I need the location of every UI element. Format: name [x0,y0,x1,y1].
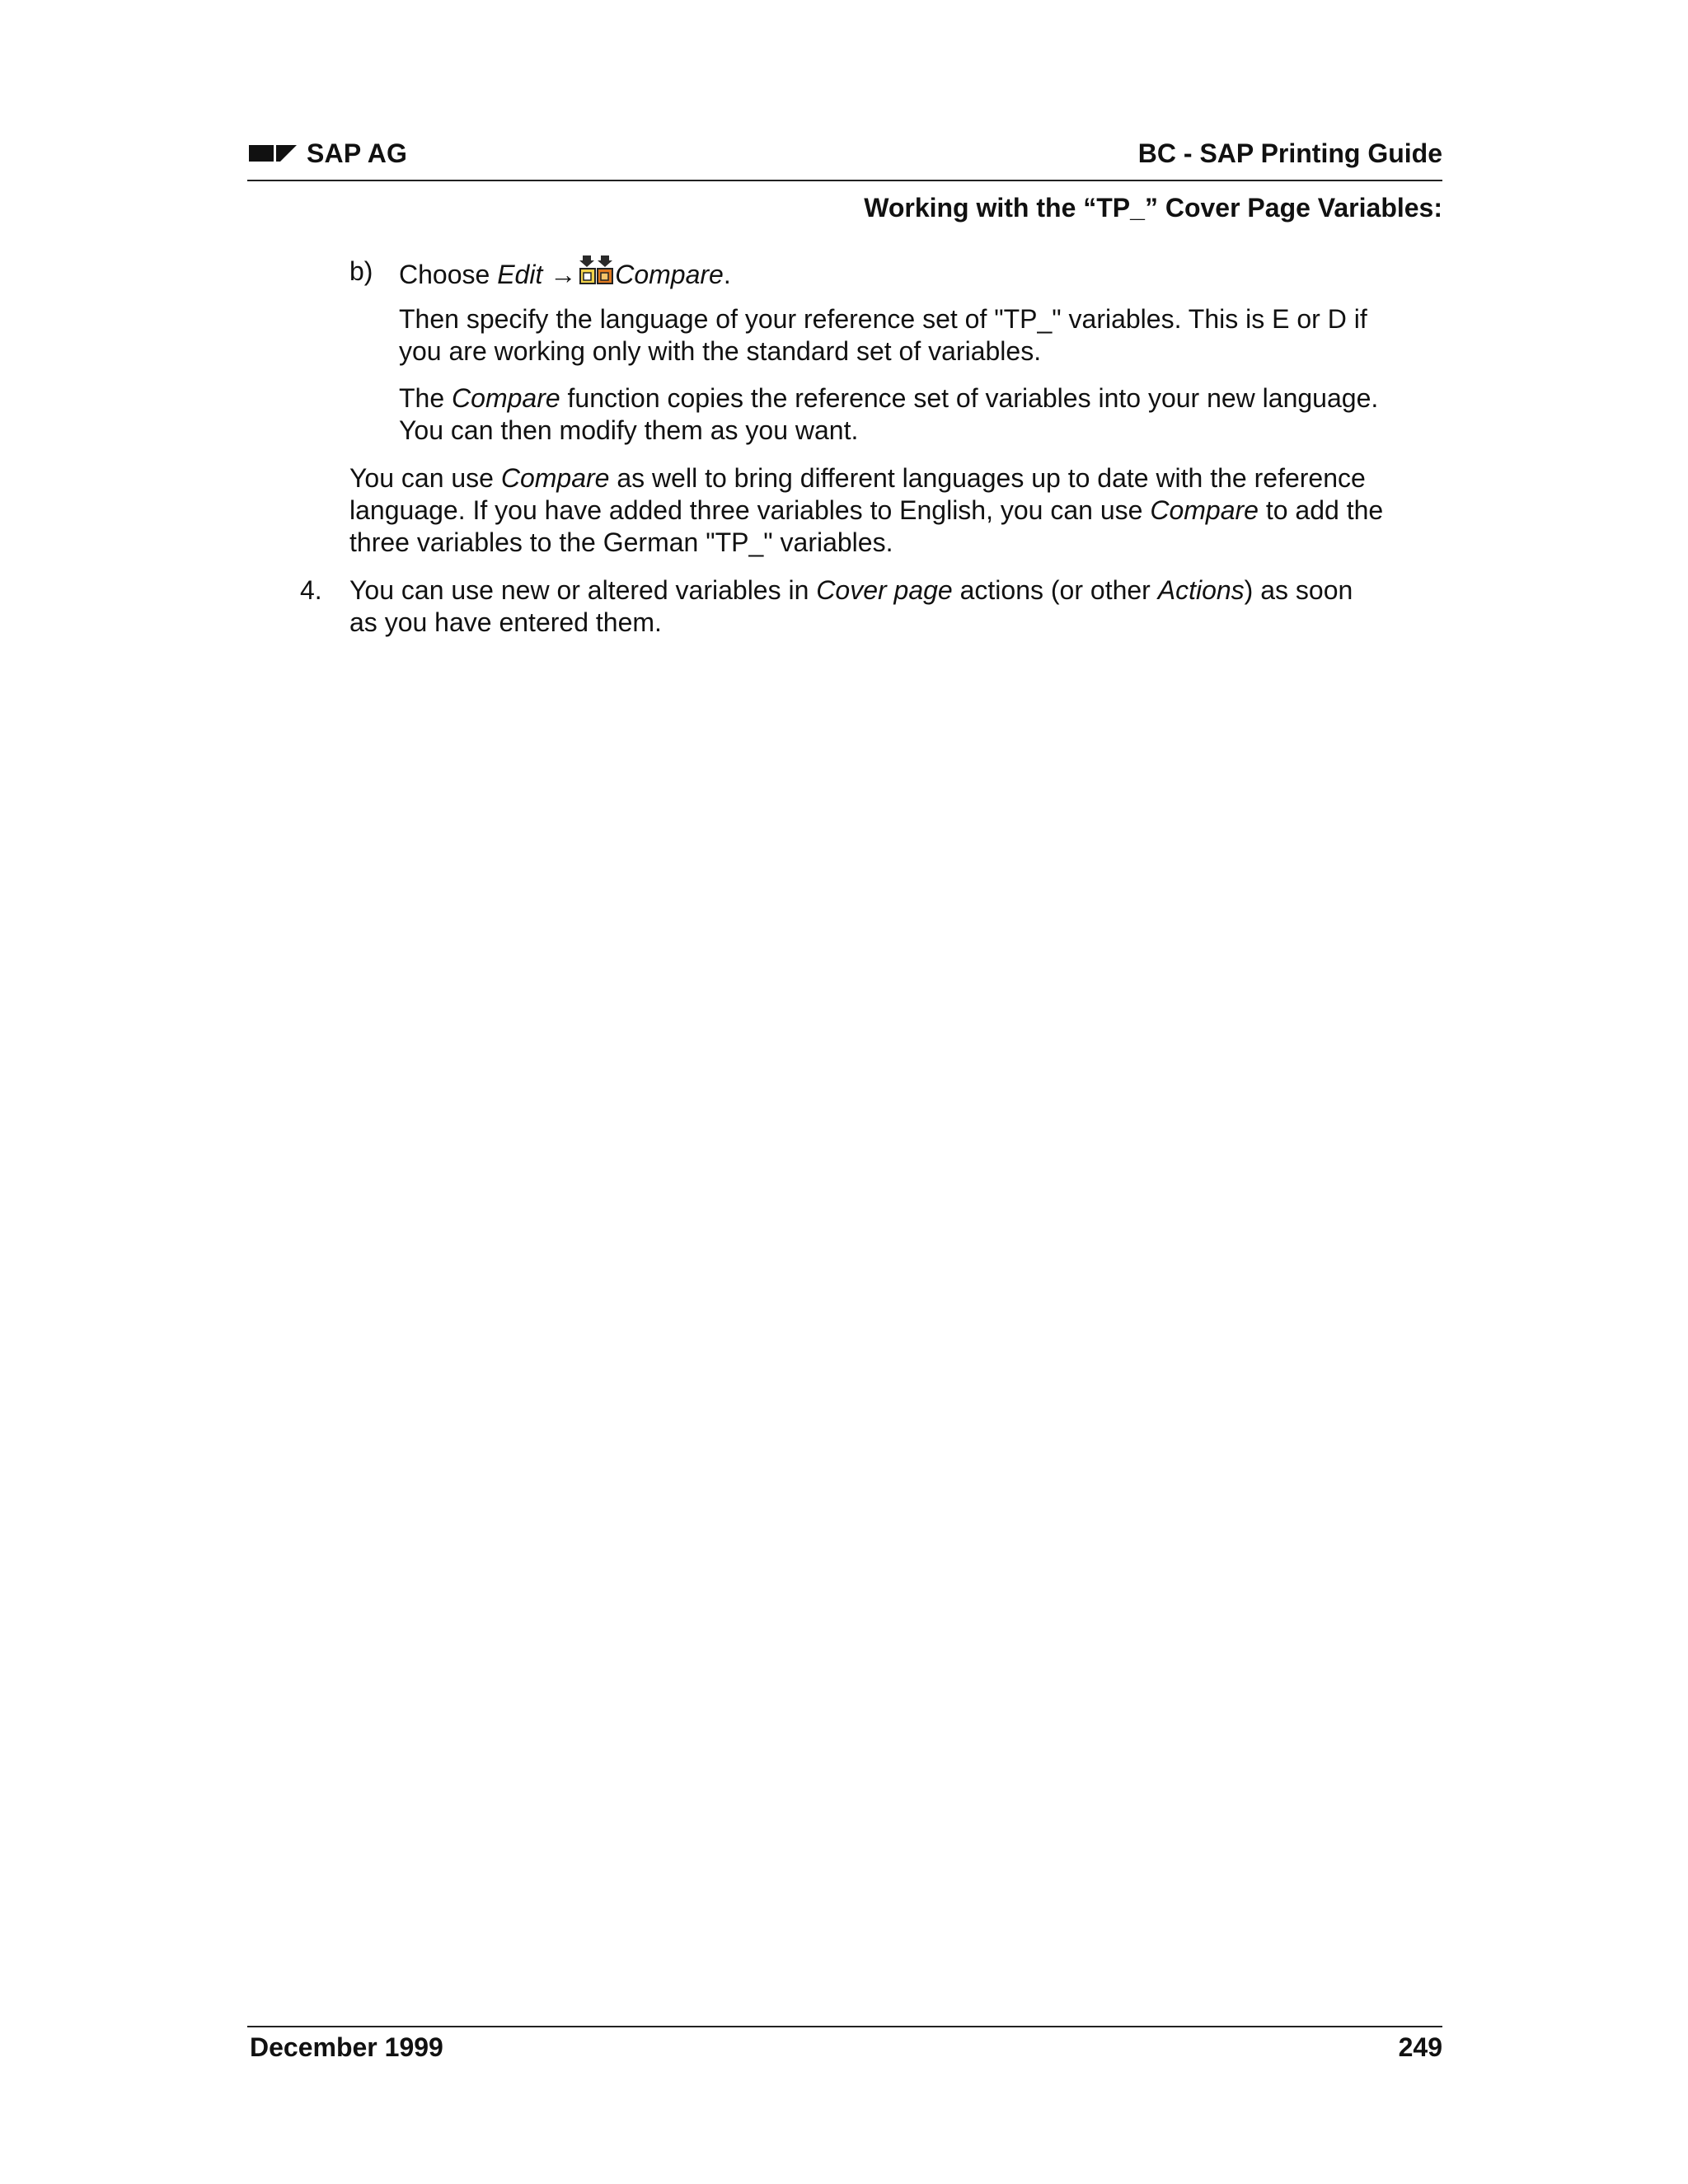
paragraph-reference-language: Then specify the language of your reference set of "TP_" variables. This is E or D if you are working only with the standard set of variables. [399,304,1367,366]
paragraph-compare-update: You can use Compare as well to bring different languages up to date with the reference language. If you have added three variables to English, you can use Compare to add the three variables to the German "TP_" variables. [349,463,1384,557]
guide-title: BC - SAP Printing Guide [1137,138,1442,168]
page-header [247,137,1442,181]
step-4-text: You can use new or altered variables in Cover page actions (or other Actions) as soon as you have entered them. [349,575,1353,637]
page-number: 249 [1398,2032,1442,2062]
menu-edit: Edit [497,260,543,289]
page-footer [247,2026,1442,2069]
sap-logo-icon [249,143,297,163]
compare-icon [579,255,614,294]
step-4-label: 4. [300,575,322,605]
brand [249,137,407,170]
step-b-label: b) [349,256,373,286]
choose-text: Choose [399,260,498,289]
step-b-text: Choose Edit → Compare. [399,255,731,294]
section-title: Working with the “TP_” Cover Page Variables: [864,193,1442,223]
footer-date: December 1999 [250,2032,443,2062]
menu-compare: Compare [615,260,724,289]
paragraph-compare-function: The Compare function copies the reference set of variables into your new language. You can then modify them as you want. [399,383,1379,445]
brand-name: SAP AG [307,138,408,168]
menu-arrow: → [550,260,577,289]
